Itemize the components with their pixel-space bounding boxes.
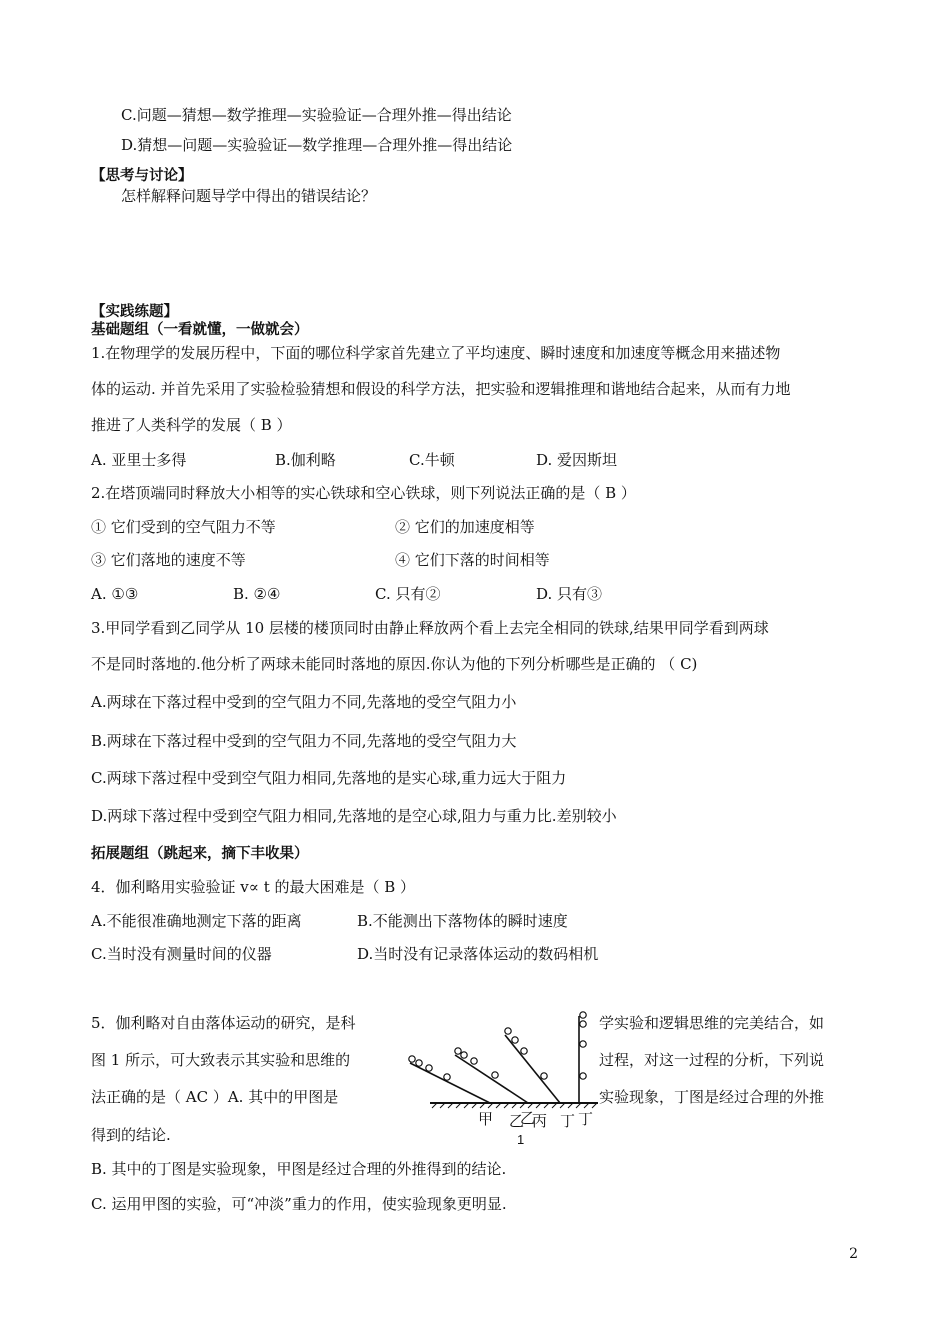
q1-line-3: 推进了人类科学的发展（ B ） (91, 416, 292, 434)
q4-stem: 4．伽利略用实验验证 v∝ t 的最大困难是（ B ） (91, 878, 416, 896)
q2-statement-2: ② 它们的加速度相等 (395, 518, 535, 536)
figure-label-yi: 乙 (509, 1113, 525, 1130)
figure-label-jia: 甲 (478, 1111, 494, 1128)
q3-option-a: A.两球在下落过程中受到的空气阻力不同,先落地的受空气阻力小 (91, 693, 517, 711)
q4-option-c: C.当时没有测量时间的仪器 (91, 945, 272, 963)
q5-line-1-left: 5．伽利略对自由落体运动的研究，是科 (91, 1014, 356, 1032)
q5-line-3-left: 法正确的是（ AC ）A. 其中的甲图是 (91, 1088, 339, 1106)
q1-option-b: B.伽利略 (275, 451, 336, 469)
q1-option-d: D. 爱因斯坦 (536, 451, 618, 469)
q2-option-b: B. ②④ (233, 585, 281, 603)
q5-line-3-right: 实验现象，丁图是经过合理的外推 (599, 1088, 825, 1106)
extension-group-heading: 拓展题组（跳起来，摘下丰收果） (91, 846, 309, 862)
q4-option-b: B.不能测出下落物体的瞬时速度 (357, 912, 568, 930)
q2-option-c: C. 只有② (375, 585, 441, 603)
discussion-question: 怎样解释问题导学中得出的错误结论？ (121, 187, 377, 205)
q2-statement-1: ① 它们受到的空气阻力不等 (91, 518, 276, 536)
figure-label-ding: 丁 (560, 1113, 576, 1130)
q2-option-a: A. ①③ (91, 585, 139, 603)
q1-line-1: 1.在物理学的发展历程中，下面的哪位科学家首先建立了平均速度、瞬时速度和加速度等概念用来描述物 (91, 344, 781, 362)
figure-label-ding-2: 丁 (578, 1111, 594, 1128)
basic-group-heading: 基础题组（一看就懂，一做就会） (91, 322, 309, 338)
page-number: 2 (849, 1246, 858, 1262)
q3-option-b: B.两球在下落过程中受到的空气阻力不同,先落地的受空气阻力大 (91, 732, 517, 750)
q3-line-1: 3.甲同学看到乙同学从 10 层楼的楼顶同时由静止释放两个看上去完全相同的铁球,结果甲同学看到两球 (91, 619, 769, 637)
q3-option-c: C.两球下落过程中受到空气阻力相同,先落地的是实心球,重力远大于阻力 (91, 769, 567, 787)
q2-stem: 2.在塔顶端同时释放大小相等的实心铁球和空心铁球，则下列说法正确的是（ B ） (91, 484, 636, 502)
q2-option-d: D. 只有③ (536, 585, 603, 603)
figure-label-yi-2: 乙 (520, 1110, 536, 1127)
q5-option-c: C. 运用甲图的实验，可“冲淡”重力的作用，使实验现象更明显. (91, 1195, 507, 1213)
q4-option-a: A.不能很准确地测定下落的距离 (91, 912, 302, 930)
q1-option-a: A. 亚里士多得 (91, 451, 187, 469)
inclined-plane-figure (400, 1008, 600, 1148)
plane-jia (410, 1063, 490, 1103)
practice-heading: 【实践练题】 (91, 304, 178, 320)
q4-option-d: D.当时没有记录落体运动的数码相机 (357, 945, 599, 963)
q2-statement-4: ④ 它们下落的时间相等 (395, 551, 550, 569)
q5-line-2-left: 图 1 所示，可大致表示其实验和思维的 (91, 1051, 351, 1069)
q5-option-b: B. 其中的丁图是实验现象，甲图是经过合理的外推得到的结论. (91, 1160, 507, 1178)
discussion-heading: 【思考与讨论】 (91, 168, 193, 184)
q3-line-2: 不是同时落地的.他分析了两球未能同时落地的原因.你认为他的下列分析哪些是正确的 （ C) (91, 655, 698, 673)
q1-option-c: C.牛顿 (409, 451, 455, 469)
figure-caption: 1 (517, 1132, 525, 1147)
figure-label-bing: 丙 (532, 1113, 548, 1130)
q5-line-4: 得到的结论. (91, 1126, 171, 1144)
q5-line-2-right: 过程，对这一过程的分析，下列说 (599, 1051, 825, 1069)
q5-line-1-right: 学实验和逻辑思维的完美结合，如 (599, 1014, 825, 1032)
q2-statement-3: ③ 它们落地的速度不等 (91, 551, 246, 569)
option-d-line: D.猜想—问题—实验验证—数学推理—合理外推—得出结论 (121, 136, 513, 154)
option-c-line: C.问题—猜想—数学推理—实验验证—合理外推—得出结论 (121, 106, 512, 124)
plane-yi (455, 1055, 528, 1103)
q3-option-d: D.两球下落过程中受到空气阻力相同,先落地的是空心球,阻力与重力比.差别较小 (91, 807, 617, 825)
q1-line-2: 体的运动. 并首先采用了实验检验猜想和假设的科学方法，把实验和逻辑推理和谐地结合起来，从而有力地 (91, 380, 791, 398)
